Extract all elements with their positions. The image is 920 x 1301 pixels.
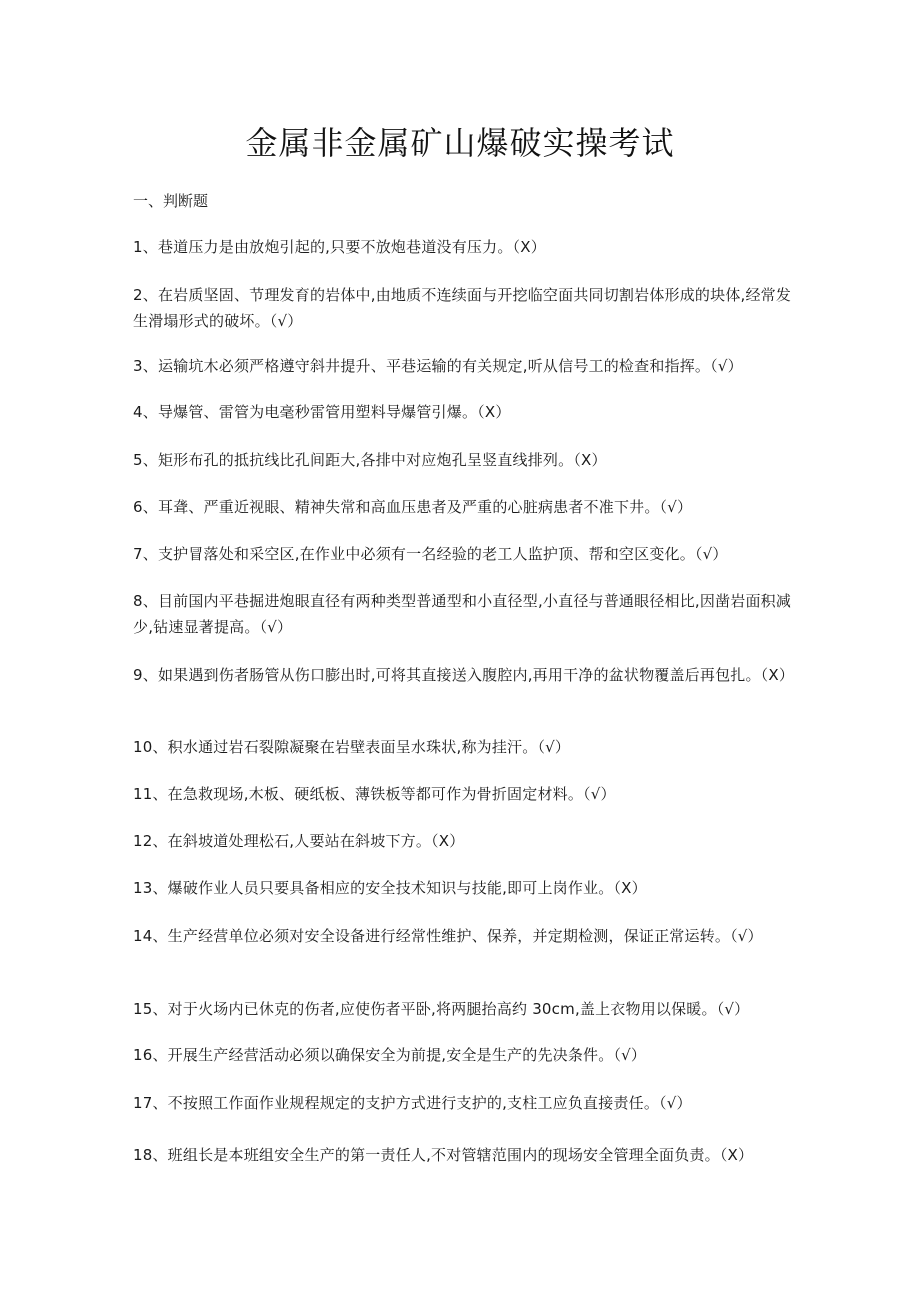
question-item: 17、不按照工作面作业规程规定的支护方式进行支护的,支柱工应负直接责任。（√） xyxy=(133,1094,692,1112)
question-item: 5、矩形布孔的抵抗线比孔间距大,各排中对应炮孔呈竖直线排列。（X） xyxy=(133,451,607,469)
question-item: 13、爆破作业人员只要具备相应的安全技术知识与技能,即可上岗作业。（X） xyxy=(133,879,647,897)
question-item: 15、对于火场内已休克的伤者,应使伤者平卧,将两腿抬高约 30cm,盖上衣物用以保暖。（√） xyxy=(133,1000,750,1018)
question-item: 4、导爆管、雷管为电毫秒雷管用塑料导爆管引爆。（X） xyxy=(133,403,511,421)
question-item: 12、在斜坡道处理松石,人要站在斜坡下方。（X） xyxy=(133,832,465,850)
question-item: 1、巷道压力是由放炮引起的,只要不放炮巷道没有压力。（X） xyxy=(133,238,546,256)
question-item: 10、积水通过岩石裂隙凝聚在岩壁表面呈水珠状,称为挂汗。（√） xyxy=(133,738,571,756)
question-item: 11、在急救现场,木板、硬纸板、薄铁板等都可作为骨折固定材料。（√） xyxy=(133,785,616,803)
section-heading: 一、判断题 xyxy=(133,192,209,210)
question-item: 18、班组长是本班组安全生产的第一责任人,不对管辖范围内的现场安全管理全面负责。（X） xyxy=(133,1146,754,1164)
question-item: 2、在岩质坚固、节理发育的岩体中,由地质不连续面与开挖临空面共同切割岩体形成的块体,经常发生滑塌形式的破坏。（√） xyxy=(133,286,792,330)
question-item: 14、生产经营单位必须对安全设备进行经常性维护、保养，并定期检测，保证正常运转。（√） xyxy=(133,927,763,945)
question-item: 9、如果遇到伤者肠管从伤口膨出时,可将其直接送入腹腔内,再用干净的盆状物覆盖后再包扎。（X） xyxy=(133,666,795,684)
question-item: 3、运输坑木必须严格遵守斜井提升、平巷运输的有关规定,听从信号工的检查和指挥。（√） xyxy=(133,357,743,375)
question-item: 6、耳聋、严重近视眼、精神失常和高血压患者及严重的心脏病患者不准下井。（√） xyxy=(133,498,693,516)
question-item: 16、开展生产经营活动必须以确保安全为前提,安全是生产的先决条件。（√） xyxy=(133,1046,647,1064)
question-item: 7、支护冒落处和采空区,在作业中必须有一名经验的老工人监护顶、帮和空区变化。（√） xyxy=(133,545,728,563)
document-title: 金属非金属矿山爆破实操考试 xyxy=(245,124,675,162)
question-item: 8、目前国内平巷掘进炮眼直径有两种类型普通型和小直径型,小直径与普通眼径相比,因凿岩面积减少,钻速显著提高。（√） xyxy=(133,592,792,636)
